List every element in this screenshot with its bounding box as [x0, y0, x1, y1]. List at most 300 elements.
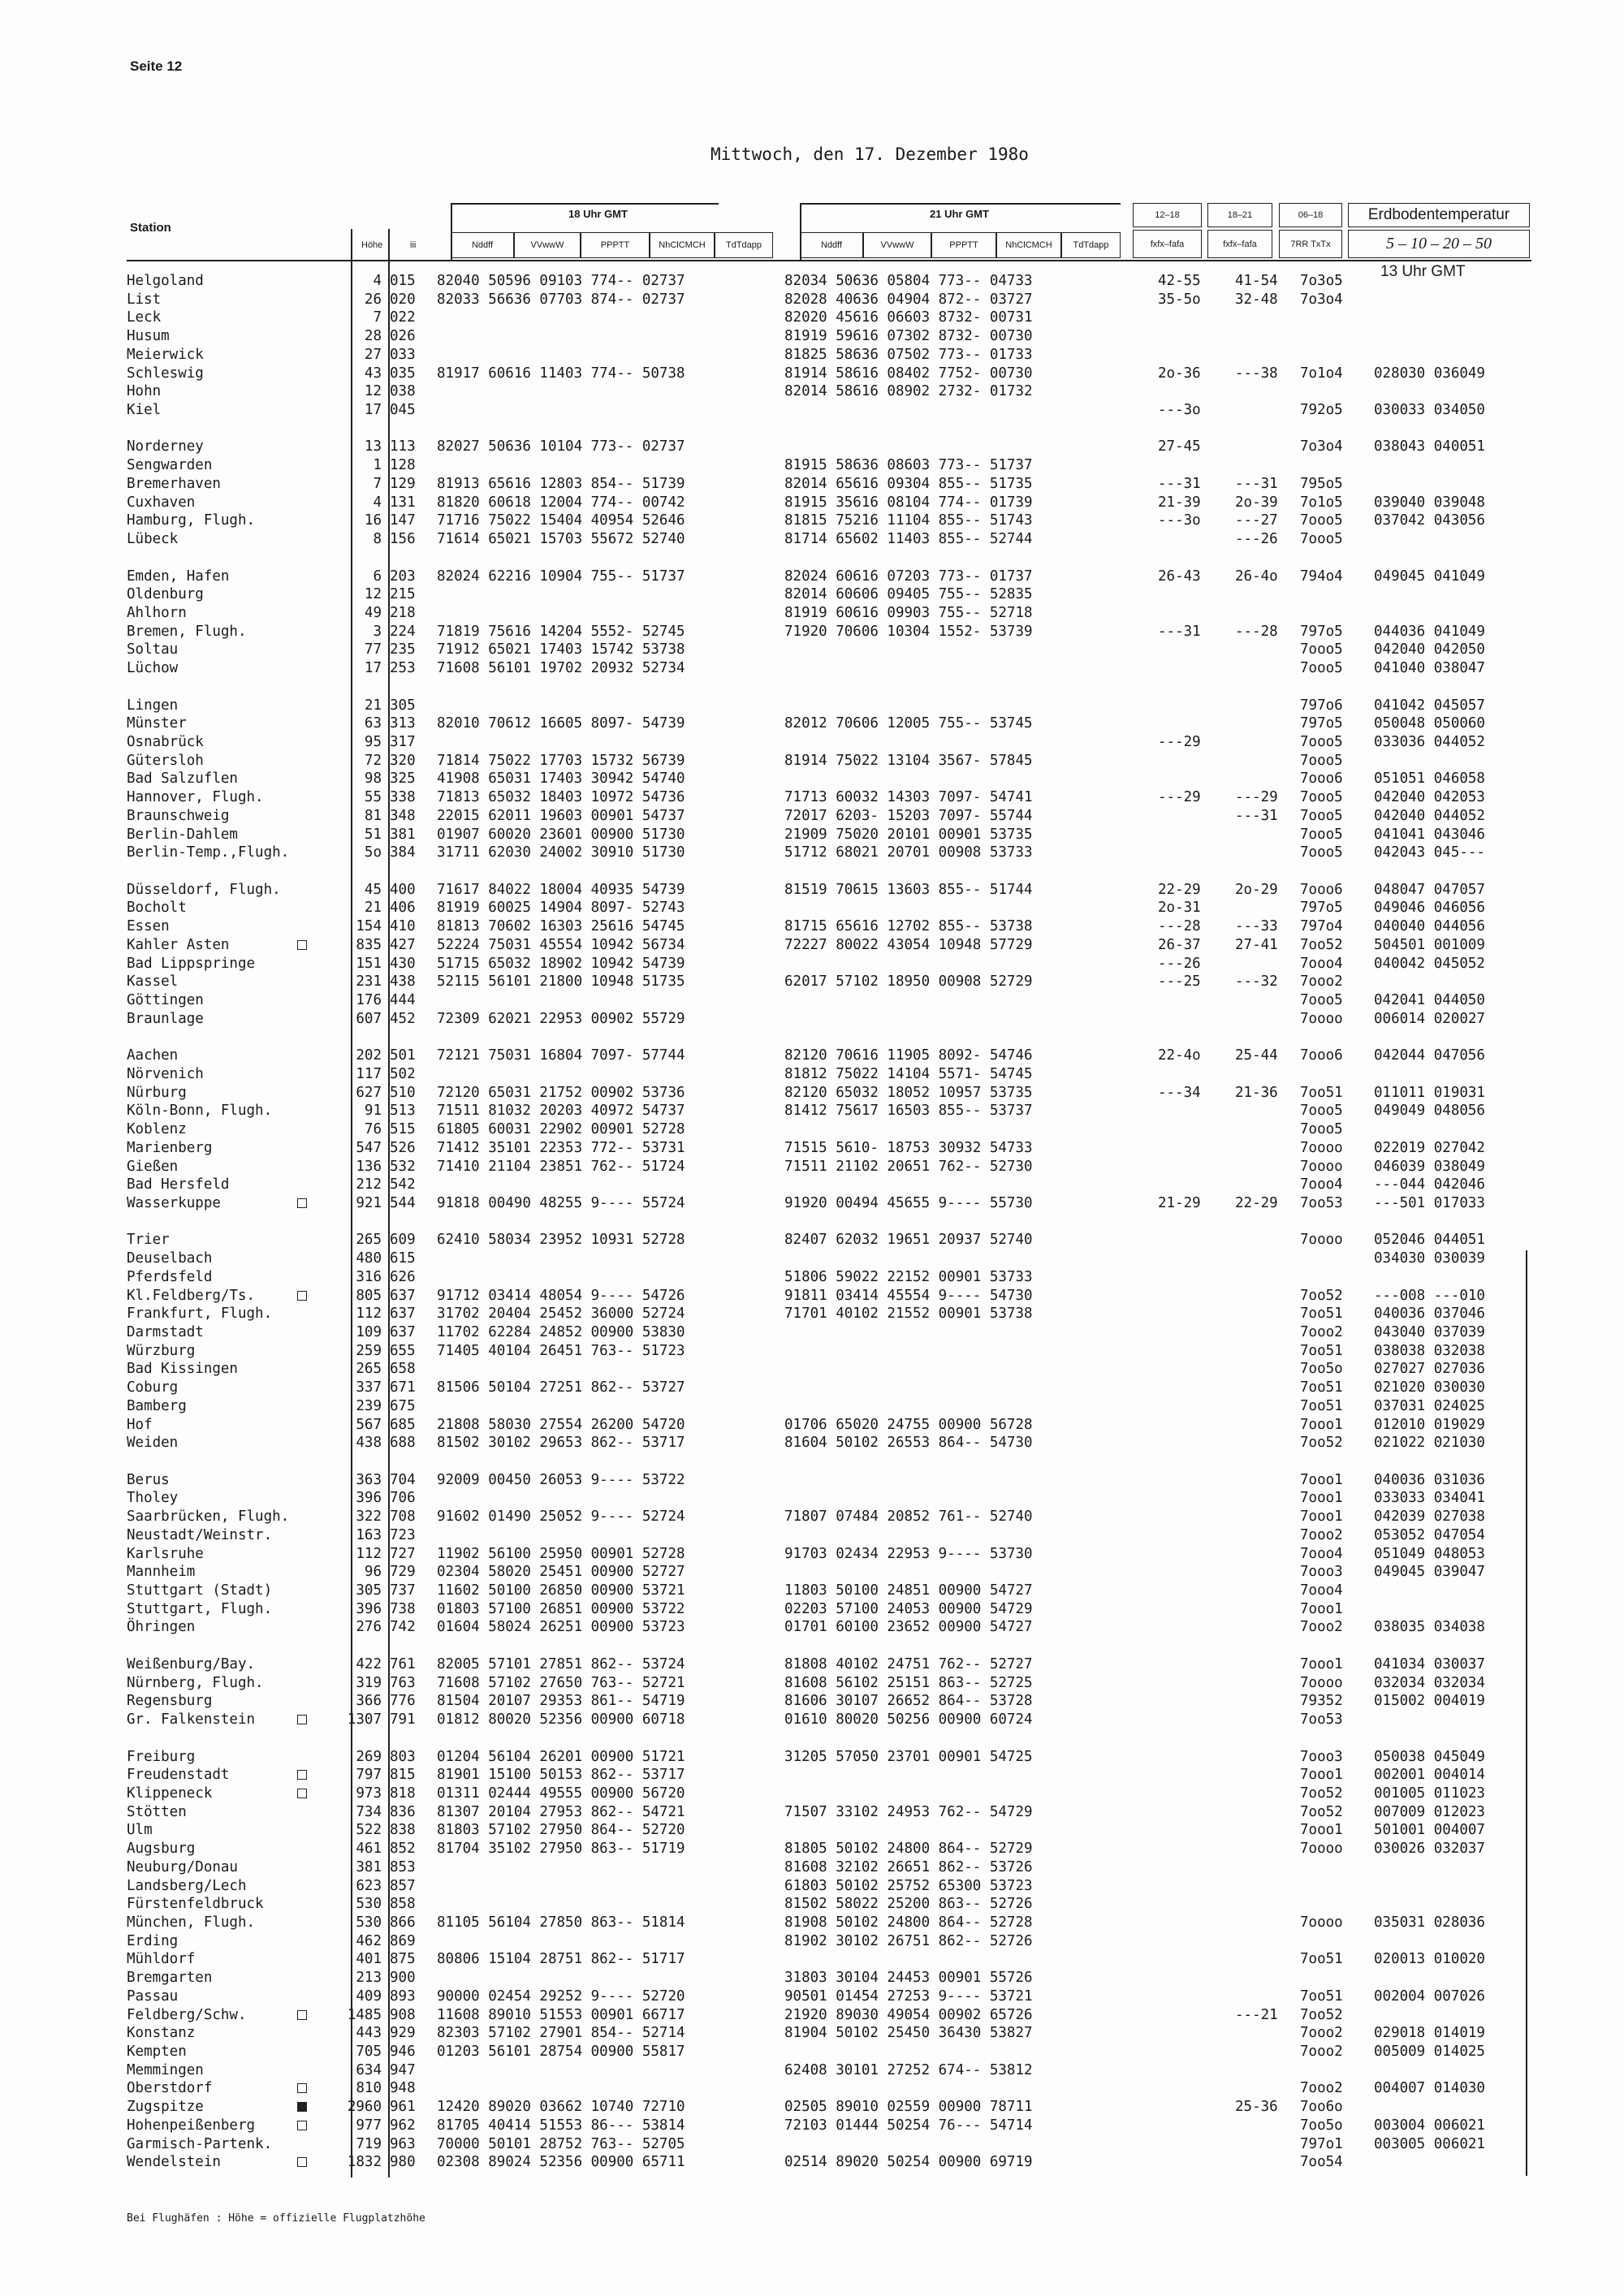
obs-21-gmt: 01610 80020 50256 00900 60724	[784, 1711, 1033, 1728]
precip-temp-06-18: 7oo5o	[1300, 2117, 1343, 2134]
obs-18-gmt: 81913 65616 12803 854-- 51739	[437, 475, 685, 492]
station-altitude: 316	[356, 1268, 382, 1285]
station-number: 510	[390, 1084, 416, 1101]
station-row	[127, 456, 1523, 475]
obs-18-gmt: 81506 50104 27251 862-- 53727	[437, 1379, 685, 1396]
precip-temp-06-18: 7ooo1	[1300, 1822, 1343, 1839]
station-name: Öhringen	[127, 1619, 196, 1636]
station-name: Coburg	[127, 1379, 179, 1396]
station-name: Klippeneck	[127, 1785, 213, 1802]
obs-18-gmt: 51715 65032 18902 10942 54739	[437, 955, 685, 972]
station-number: 742	[390, 1619, 416, 1636]
precip-temp-06-18: 7ooo4	[1300, 1545, 1343, 1562]
obs-21-gmt: 71920 70606 10304 1552- 53739	[784, 623, 1033, 640]
obs-18-gmt: 02304 58020 25451 00900 52727	[437, 1564, 685, 1581]
station-number: 858	[390, 1896, 416, 1913]
station-row	[127, 1489, 1523, 1508]
station-number: 838	[390, 1822, 416, 1839]
precip-temp-06-18: 7oo51	[1300, 1306, 1343, 1323]
precip-temp-06-18: 7ooo1	[1300, 1490, 1343, 1507]
header-12-18: 12–18	[1133, 203, 1202, 227]
soil-temperature: 002001 004014	[1374, 1767, 1485, 1784]
soil-temperature: 040036 037046	[1374, 1306, 1485, 1323]
station-name: Feldberg/Schw.	[127, 2006, 247, 2023]
precip-temp-06-18: 7ooo5	[1300, 660, 1343, 677]
obs-18-gmt: 82033 56636 07703 874-- 02737	[437, 291, 685, 308]
station-row	[127, 826, 1523, 844]
station-row	[127, 585, 1523, 604]
gust-12-18: 26-43	[1158, 568, 1201, 585]
obs-18-gmt: 11902 56100 25950 00901 52728	[437, 1545, 685, 1562]
station-name: Hof	[127, 1416, 153, 1433]
group-spacer	[127, 1452, 1523, 1471]
station-number: 026	[390, 328, 416, 345]
station-number: 224	[390, 623, 416, 640]
soil-temperature: 043040 037039	[1374, 1323, 1485, 1340]
station-row	[127, 1987, 1523, 2006]
station-row	[127, 1249, 1523, 1268]
soil-temperature: 041034 030037	[1374, 1655, 1485, 1672]
gust-12-18: 22-4o	[1158, 1047, 1201, 1064]
header-sub-12-18: fxfx–fafa	[1133, 230, 1202, 258]
header-erdboden-time: 13 Uhr GMT	[1380, 263, 1466, 280]
gust-18-21: ---31	[1235, 475, 1278, 492]
soil-temperature: 042039 027038	[1374, 1508, 1485, 1526]
station-altitude: 3	[373, 623, 382, 640]
station-altitude: 366	[356, 1693, 382, 1710]
gust-18-21: 27-41	[1235, 936, 1278, 953]
station-number: 963	[390, 2135, 416, 2152]
obs-18-gmt: 71608 57102 27650 763-- 52721	[437, 1674, 685, 1691]
station-number: 818	[390, 1785, 416, 1802]
station-number: 836	[390, 1803, 416, 1820]
obs-21-gmt: 81915 35616 08104 774-- 01739	[784, 494, 1033, 511]
obs-21-gmt: 82014 58616 08902 2732- 01732	[784, 383, 1033, 400]
obs-18-gmt: 02308 89024 52356 00900 65711	[437, 2154, 685, 2171]
station-row	[127, 1102, 1523, 1120]
station-row	[127, 770, 1523, 788]
obs-18-gmt: 81307 20104 27953 862-- 54721	[437, 1803, 685, 1820]
station-number: 708	[390, 1508, 416, 1526]
station-altitude: 239	[356, 1397, 382, 1414]
station-altitude: 112	[356, 1306, 382, 1323]
station-row	[127, 1084, 1523, 1103]
obs-21-gmt: 82014 65616 09304 855-- 51735	[784, 475, 1033, 492]
station-altitude: 136	[356, 1158, 382, 1175]
station-row	[127, 309, 1523, 327]
station-altitude: 4	[373, 273, 382, 289]
station-altitude: 530	[356, 1914, 382, 1931]
precip-temp-06-18: 7oo52	[1300, 1785, 1343, 1802]
station-name: Darmstadt	[127, 1323, 204, 1340]
precip-temp-06-18: 7ooo6	[1300, 1047, 1343, 1064]
soil-temperature: 038035 034038	[1374, 1619, 1485, 1636]
obs-21-gmt: 02505 89010 02559 00900 78711	[784, 2099, 1033, 2116]
station-row	[127, 1969, 1523, 1987]
station-number: 406	[390, 900, 416, 917]
header-erdbodentemperatur: Erdbodentemperatur	[1348, 203, 1530, 227]
station-name: Leck	[127, 309, 162, 326]
precip-temp-06-18: 7ooo5	[1300, 1103, 1343, 1120]
obs-18-gmt: 11702 62284 24852 00900 53830	[437, 1323, 685, 1340]
obs-18-gmt: 81813 70602 16303 25616 54745	[437, 918, 685, 935]
obs-21-gmt: 81808 40102 24751 762-- 52727	[784, 1655, 1033, 1672]
station-name: Helgoland	[127, 273, 204, 289]
precip-temp-06-18: 7oo53	[1300, 1194, 1343, 1211]
obs-18-gmt: 71412 35101 22353 772-- 53731	[437, 1139, 685, 1156]
obs-21-gmt: 81915 58636 08603 773-- 51737	[784, 457, 1033, 474]
obs-18-gmt: 71511 81032 20203 40972 54737	[437, 1103, 685, 1120]
soil-temperature: 033033 034041	[1374, 1490, 1485, 1507]
station-number: 908	[390, 2006, 416, 2023]
station-row	[127, 604, 1523, 623]
station-row	[127, 2024, 1523, 2043]
group-spacer	[127, 1213, 1523, 1232]
obs-18-gmt: 71813 65032 18403 10972 54736	[437, 789, 685, 806]
station-number: 685	[390, 1416, 416, 1433]
station-number: 763	[390, 1674, 416, 1691]
station-number: 235	[390, 641, 416, 658]
station-altitude: 363	[356, 1471, 382, 1488]
station-altitude: 462	[356, 1932, 382, 1949]
gust-12-18: 27-45	[1158, 438, 1201, 455]
precip-temp-06-18: 7o1o5	[1300, 494, 1343, 511]
station-row	[127, 917, 1523, 936]
station-number: 637	[390, 1306, 416, 1323]
station-number: 203	[390, 568, 416, 585]
station-number: 948	[390, 2080, 416, 2097]
station-name: Göttingen	[127, 992, 204, 1009]
station-row	[127, 1047, 1523, 1065]
gust-18-21: ---38	[1235, 365, 1278, 382]
station-name: Stuttgart, Flugh.	[127, 1600, 273, 1617]
station-row	[127, 697, 1523, 715]
gust-12-18: ---31	[1158, 623, 1201, 640]
station-number: 900	[390, 1970, 416, 1987]
station-row	[127, 1821, 1523, 1840]
station-number: 853	[390, 1858, 416, 1875]
gust-18-21: ---31	[1235, 807, 1278, 824]
station-row	[127, 1748, 1523, 1767]
station-name: Landsberg/Lech	[127, 1877, 247, 1894]
station-number: 675	[390, 1397, 416, 1414]
obs-21-gmt: 81908 50102 24800 864-- 52728	[784, 1914, 1033, 1931]
station-name: Hannover, Flugh.	[127, 789, 264, 806]
header-sub-18-21: fxfx–fafa	[1207, 230, 1272, 258]
precip-temp-06-18: 7ooo2	[1300, 973, 1343, 990]
soil-temperature: 050048 050060	[1374, 715, 1485, 732]
precip-temp-06-18: 7oo51	[1300, 1397, 1343, 1414]
precip-temp-06-18: 7ooo1	[1300, 1767, 1343, 1784]
obs-18-gmt: 82303 57102 27901 854-- 52714	[437, 2025, 685, 2042]
obs-21-gmt: 81919 59616 07302 8732- 00730	[784, 328, 1033, 345]
obs-18-gmt: 70000 50101 28752 763-- 52705	[437, 2135, 685, 2152]
station-number: 544	[390, 1194, 416, 1211]
station-name: Berlin-Temp.,Flugh.	[127, 844, 290, 861]
station-number: 542	[390, 1176, 416, 1193]
station-number: 875	[390, 1951, 416, 1968]
obs-21-gmt: 01701 60100 23652 00900 54727	[784, 1619, 1033, 1636]
station-row	[127, 1618, 1523, 1637]
obs-18-gmt: 91818 00490 48255 9---- 55724	[437, 1194, 685, 1211]
group-spacer	[127, 862, 1523, 881]
station-number: 452	[390, 1010, 416, 1027]
soil-temperature: 028030 036049	[1374, 365, 1485, 382]
square-marker	[297, 1291, 307, 1301]
station-name: Garmisch-Partenk.	[127, 2135, 273, 2152]
soil-temperature: 037031 024025	[1374, 1397, 1485, 1414]
obs-21-gmt: 81714 65602 11403 855-- 52744	[784, 531, 1033, 548]
station-altitude: 973	[356, 1785, 382, 1802]
gust-18-21: ---32	[1235, 973, 1278, 990]
station-altitude: 623	[356, 1877, 382, 1894]
station-number: 688	[390, 1435, 416, 1452]
station-altitude: 1485	[347, 2006, 382, 2023]
station-table	[127, 272, 1523, 2190]
station-name: List	[127, 291, 162, 308]
station-altitude: 705	[356, 2044, 382, 2060]
station-altitude: 96	[364, 1564, 382, 1581]
obs-21-gmt: 82120 70616 11905 8092- 54746	[784, 1047, 1033, 1064]
soil-temperature: 051049 048053	[1374, 1545, 1485, 1562]
station-altitude: 2960	[347, 2099, 382, 2116]
station-row	[127, 438, 1523, 456]
station-number: 384	[390, 844, 416, 861]
precip-temp-06-18: 7ooo6	[1300, 770, 1343, 788]
station-altitude: 1832	[347, 2154, 382, 2171]
square-marker	[297, 2083, 307, 2093]
precip-temp-06-18: 7ooo1	[1300, 1471, 1343, 1488]
precip-temp-06-18: 7oooo	[1300, 1841, 1343, 1858]
obs-21-gmt: 81412 75617 16503 855-- 53737	[784, 1103, 1033, 1120]
precip-temp-06-18: 7ooo5	[1300, 844, 1343, 861]
obs-21-gmt: 81914 58616 08402 7752- 00730	[784, 365, 1033, 382]
precip-temp-06-18: 797o4	[1300, 918, 1343, 935]
obs-21-gmt: 91920 00494 45655 9---- 55730	[784, 1194, 1033, 1211]
station-row	[127, 382, 1523, 401]
station-name: Augsburg	[127, 1841, 196, 1858]
soil-temperature: 003005 006021	[1374, 2135, 1485, 2152]
soil-temperature: 015002 004019	[1374, 1693, 1485, 1710]
station-number: 325	[390, 770, 416, 788]
header-06-18: 06–18	[1279, 203, 1342, 227]
gust-12-18: 21-29	[1158, 1194, 1201, 1211]
station-row	[127, 2006, 1523, 2025]
station-name: Norderney	[127, 438, 204, 455]
station-name: Berus	[127, 1471, 170, 1488]
station-name: Erding	[127, 1932, 179, 1949]
station-number: 305	[390, 697, 416, 714]
group-spacer	[127, 1637, 1523, 1655]
station-number: 815	[390, 1767, 416, 1784]
station-number: 729	[390, 1564, 416, 1581]
station-name: Mühldorf	[127, 1951, 196, 1968]
gust-12-18: 21-39	[1158, 494, 1201, 511]
precip-temp-06-18: 792o5	[1300, 402, 1343, 419]
soil-temperature: 003004 006021	[1374, 2117, 1485, 2134]
station-altitude: 6	[373, 568, 382, 585]
precip-temp-06-18: 7oooo	[1300, 1914, 1343, 1931]
group-spacer	[127, 1028, 1523, 1047]
station-row	[127, 530, 1523, 549]
station-name: Wasserkuppe	[127, 1194, 221, 1211]
obs-18-gmt: 71617 84022 18004 40935 54739	[437, 881, 685, 898]
station-altitude: 835	[356, 936, 382, 953]
station-row	[127, 1120, 1523, 1139]
soil-temperature: 501001 004007	[1374, 1822, 1485, 1839]
station-name: Cuxhaven	[127, 494, 196, 511]
station-row	[127, 1471, 1523, 1490]
station-name: Trier	[127, 1232, 170, 1249]
gust-12-18: ---3o	[1158, 512, 1201, 529]
station-number: 317	[390, 733, 416, 750]
station-altitude: 461	[356, 1841, 382, 1858]
square-marker	[297, 1715, 307, 1724]
precip-temp-06-18: 79352	[1300, 1693, 1343, 1710]
filled-square-marker	[297, 2102, 307, 2112]
station-number: 962	[390, 2117, 416, 2134]
station-altitude: 276	[356, 1619, 382, 1636]
obs-18-gmt: 71614 65021 15703 55672 52740	[437, 531, 685, 548]
station-name: Kempten	[127, 2044, 187, 2060]
station-number: 035	[390, 365, 416, 382]
precip-temp-06-18: 7ooo2	[1300, 2025, 1343, 2042]
precip-temp-06-18: 7o3o4	[1300, 291, 1343, 308]
obs-21-gmt: 21920 89030 49054 00902 65726	[784, 2006, 1033, 2023]
station-altitude: 627	[356, 1084, 382, 1101]
station-row	[127, 1563, 1523, 1582]
soil-temperature: 052046 044051	[1374, 1232, 1485, 1249]
station-altitude: 112	[356, 1545, 382, 1562]
station-number: 338	[390, 789, 416, 806]
station-altitude: 55	[364, 789, 382, 806]
precip-temp-06-18: 797o6	[1300, 697, 1343, 714]
station-altitude: 154	[356, 918, 382, 935]
station-altitude: 176	[356, 992, 382, 1009]
station-row	[127, 1692, 1523, 1711]
station-number: 947	[390, 2061, 416, 2078]
station-name: Regensburg	[127, 1693, 213, 1710]
station-name: Ulm	[127, 1822, 153, 1839]
station-altitude: 322	[356, 1508, 382, 1526]
obs-21-gmt: 01706 65020 24755 00900 56728	[784, 1416, 1033, 1433]
obs-21-gmt: 81815 75216 11104 855-- 51743	[784, 512, 1033, 529]
precip-temp-06-18: 7ooo6	[1300, 881, 1343, 898]
station-row	[127, 1176, 1523, 1194]
soil-temperature: 038038 032038	[1374, 1342, 1485, 1359]
station-row	[127, 659, 1523, 678]
precip-temp-06-18: 7oooo	[1300, 1158, 1343, 1175]
gust-18-21: 25-36	[1235, 2099, 1278, 2116]
station-altitude: 805	[356, 1287, 382, 1304]
obs-18-gmt: 82027 50636 10104 773-- 02737	[437, 438, 685, 455]
station-number: 513	[390, 1103, 416, 1120]
soil-temperature: 035031 028036	[1374, 1914, 1485, 1931]
obs-21-gmt: 81904 50102 25450 36430 53827	[784, 2025, 1033, 2042]
precip-temp-06-18: 7ooo4	[1300, 1582, 1343, 1599]
station-row	[127, 1785, 1523, 1803]
gust-18-21: ---26	[1235, 531, 1278, 548]
obs-21-gmt: 81919 60616 09903 755-- 52718	[784, 604, 1033, 621]
gust-18-21: ---29	[1235, 789, 1278, 806]
station-number: 866	[390, 1914, 416, 1931]
precip-temp-06-18: 7ooo5	[1300, 1121, 1343, 1138]
station-number: 857	[390, 1877, 416, 1894]
station-altitude: 202	[356, 1047, 382, 1064]
obs-21-gmt: 81604 50102 26553 864-- 54730	[784, 1435, 1033, 1452]
station-row	[127, 2153, 1523, 2172]
station-altitude: 269	[356, 1748, 382, 1765]
station-number: 033	[390, 346, 416, 363]
obs-18-gmt: 82010 70612 16605 8097- 54739	[437, 715, 685, 732]
obs-21-gmt: 11803 50100 24851 00900 54727	[784, 1582, 1033, 1599]
station-altitude: 151	[356, 955, 382, 972]
station-name: Zugspitze	[127, 2099, 204, 2116]
station-altitude: 212	[356, 1176, 382, 1193]
obs-21-gmt: 82014 60606 09405 755-- 52835	[784, 586, 1033, 603]
obs-18-gmt: 21808 58030 27554 26200 54720	[437, 1416, 685, 1433]
station-row	[127, 991, 1523, 1010]
station-altitude: 422	[356, 1655, 382, 1672]
precip-temp-06-18: 797o5	[1300, 900, 1343, 917]
station-number: 655	[390, 1342, 416, 1359]
station-altitude: 977	[356, 2117, 382, 2134]
precip-temp-06-18: 7oooo	[1300, 1139, 1343, 1156]
station-name: Neustadt/Weinstr.	[127, 1526, 273, 1543]
obs-21-gmt: 81914 75022 13104 3567- 57845	[784, 752, 1033, 769]
gust-12-18: ---26	[1158, 955, 1201, 972]
soil-temperature: 042040 042050	[1374, 641, 1485, 658]
station-altitude: 337	[356, 1379, 382, 1396]
station-altitude: 21	[364, 697, 382, 714]
obs-21-gmt: 82024 60616 07203 773-- 01737	[784, 568, 1033, 585]
station-row	[127, 1840, 1523, 1858]
soil-temperature: 042040 042053	[1374, 789, 1485, 806]
precip-temp-06-18: 7ooo5	[1300, 512, 1343, 529]
station-name: Aachen	[127, 1047, 179, 1064]
station-altitude: 734	[356, 1803, 382, 1820]
precip-temp-06-18: 797o1	[1300, 2135, 1343, 2152]
gust-12-18: 2o-36	[1158, 365, 1201, 382]
square-marker	[297, 1789, 307, 1798]
station-name: Bamberg	[127, 1397, 187, 1414]
station-name: Bremgarten	[127, 1970, 213, 1987]
station-row	[127, 1711, 1523, 1729]
precip-temp-06-18: 7oo52	[1300, 1287, 1343, 1304]
obs-21-gmt: 71507 33102 24953 762-- 54729	[784, 1803, 1033, 1820]
station-row	[127, 1065, 1523, 1084]
precip-temp-06-18: 7oo52	[1300, 2006, 1343, 2023]
obs-18-gmt: 12420 89020 03662 10740 72710	[437, 2099, 685, 2116]
station-altitude: 634	[356, 2061, 382, 2078]
station-name: Freiburg	[127, 1748, 196, 1765]
station-altitude: 607	[356, 1010, 382, 1027]
station-row	[127, 2061, 1523, 2080]
station-number: 727	[390, 1545, 416, 1562]
station-row	[127, 899, 1523, 917]
station-altitude: 409	[356, 1987, 382, 2005]
obs-21-gmt: 02514 89020 50254 00900 69719	[784, 2154, 1033, 2171]
station-name: Mannheim	[127, 1564, 196, 1581]
station-row	[127, 1397, 1523, 1416]
soil-temperature: 049049 048056	[1374, 1103, 1485, 1120]
station-name: Münster	[127, 715, 187, 732]
station-name: Konstanz	[127, 2025, 196, 2042]
obs-21-gmt: 02203 57100 24053 00900 54729	[784, 1600, 1033, 1617]
station-altitude: 480	[356, 1250, 382, 1267]
header-nddff-18: Nddff	[451, 232, 514, 258]
station-altitude: 522	[356, 1822, 382, 1839]
